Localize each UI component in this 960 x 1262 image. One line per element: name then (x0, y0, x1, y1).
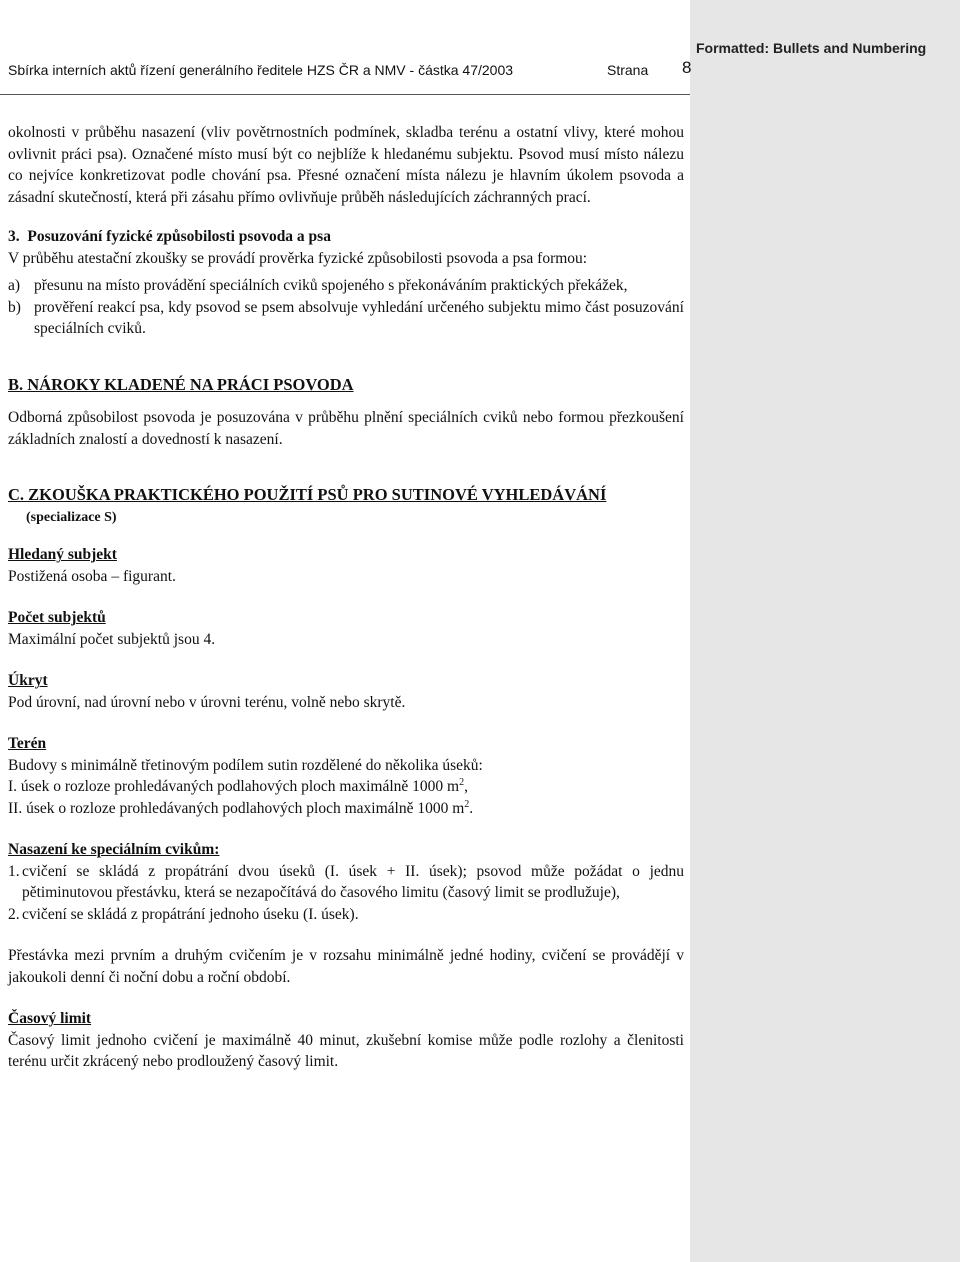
list-item (8, 297, 684, 340)
pocet-text: Maximální počet subjektů jsou 4. (8, 630, 216, 648)
ukryt-text: Pod úrovní, nad úrovní nebo v úrovni terénu, volně nebo skrytě. (8, 693, 406, 711)
pocet-heading (8, 607, 684, 629)
teren-line-3 (8, 798, 684, 820)
list-marker: 2. (8, 905, 20, 923)
nasazeni-title: Nasazení ke speciálním cvikům: (8, 841, 220, 858)
list-text: prověření reakcí psa, kdy psovod se psem absolvuje vyhledání určeného subjektu mimo část posuzování speciálních cviků. (34, 298, 684, 337)
header-divider (0, 94, 690, 95)
teren-line-3-end: . (469, 799, 474, 817)
section-3-heading (8, 226, 684, 248)
section-b-title: B. NÁROKY KLADENÉ NA PRÁCI PSOVODA (8, 374, 354, 394)
list-marker: b) (8, 298, 21, 316)
section-3-title: Posuzování fyzické způsobilosti psovoda a psa (27, 228, 331, 245)
list-item (8, 275, 684, 297)
nasazeni-heading (8, 839, 684, 861)
section-c-subtitle-row (8, 506, 684, 529)
section-3-text: V průběhu atestační zkoušky se provádí prověrka fyzické způsobilosti psovoda a psa formou: (8, 249, 588, 267)
intro-paragraph: okolnosti v průběhu nasazení (vliv povětrnostních podmínek, skladba terénu a ostatní vlivy, které mohou ovlivnit práci psa). Označené místo musí být co nejblíže k hledanému subjektu. Psovod musí místo nálezu co nejvíce konkretizovat podle chování psa. Přesné označení místa nálezu je hlavním úkolem psovoda a zásadní skutečností, která při zásahu přímo ovlivňuje průběh následujících záchranných prací. (8, 124, 684, 206)
hledany-text: Postižená osoba – figurant. (8, 567, 176, 585)
teren-line-3-text: II. úsek o rozloze prohledávaných podlahových ploch maximálně 1000 m (8, 799, 465, 817)
page-header (8, 58, 692, 80)
list-marker: a) (8, 277, 21, 294)
ukryt-heading (8, 670, 684, 692)
format-change-note: Formatted: Bullets and Numbering (696, 40, 927, 56)
teren-title: Terén (8, 735, 47, 752)
section-c-title: C. ZKOUŠKA PRAKTICKÉHO POUŽITÍ PSŮ PRO SUTINOVÉ VYHLEDÁVÁNÍ (8, 485, 607, 504)
section-b-text: Odborná způsobilost psovoda je posuzována v průběhu plnění speciálních cviků nebo formou přezkoušení základních znalostí a dovedností k nasazení. (8, 409, 684, 448)
teren-line-2-text: I. úsek o rozloze prohledávaných podlahových ploch maximálně 1000 m (8, 778, 460, 795)
pocet-title: Počet subjektů (8, 609, 106, 626)
page-number: 8 (682, 58, 692, 77)
list-marker: 1. (8, 862, 20, 880)
section-c-heading (8, 484, 684, 506)
superscript: 2 (459, 776, 465, 788)
list-text: cvičení se skládá z propátrání dvou úseků (I. úsek + II. úsek); psovod může požádat o jednu pětiminutovou přestávku, která se nezapočítává do časového limitu (časový limit se prodlužuje), (22, 862, 684, 901)
list-text: cvičení se skládá z propátrání jednoho úseku (I. úsek). (22, 905, 359, 923)
header-strana-label: Strana (607, 62, 649, 78)
section-3-number: 3. (8, 228, 20, 245)
hledany-heading (8, 544, 684, 566)
teren-heading (8, 733, 684, 755)
list-item (8, 861, 684, 904)
list-text: přesunu na místo provádění speciálních cviků spojeného s překonáváním praktických překážek, (34, 277, 628, 294)
superscript: 2 (464, 798, 470, 810)
teren-line-1: Budovy s minimálně třetinovým podílem sutin rozdělené do několika úseků: (8, 756, 483, 774)
list-item (8, 904, 684, 926)
prestavka-text: Přestávka mezi prvním a druhým cvičením je v rozsahu minimálně jedné hodiny, cvičení se provádějí v jakoukoli denní či noční dobu a roční období. (8, 947, 684, 986)
hledany-title: Hledaný subjekt (8, 546, 117, 563)
document-body (8, 122, 684, 1073)
ukryt-title: Úkryt (8, 672, 48, 689)
casovy-text: Časový limit jednoho cvičení je maximálně 40 minut, zkušební komise může podle rozlohy a členitosti terénu určit zkrácený nebo prodloužený časový limit. (8, 1031, 684, 1070)
teren-line-2 (8, 776, 684, 798)
teren-line-2-end: , (464, 778, 468, 795)
section-c-subtitle: (specializace S) (26, 509, 117, 525)
section-b-heading (8, 374, 684, 396)
comment-sidebar (690, 0, 960, 1262)
casovy-title: Časový limit (8, 1010, 92, 1027)
header-title: Sbírka interních aktů řízení generálního ředitele HZS ČR a NMV - částka 47/2003 (8, 62, 514, 78)
casovy-heading (8, 1008, 684, 1030)
